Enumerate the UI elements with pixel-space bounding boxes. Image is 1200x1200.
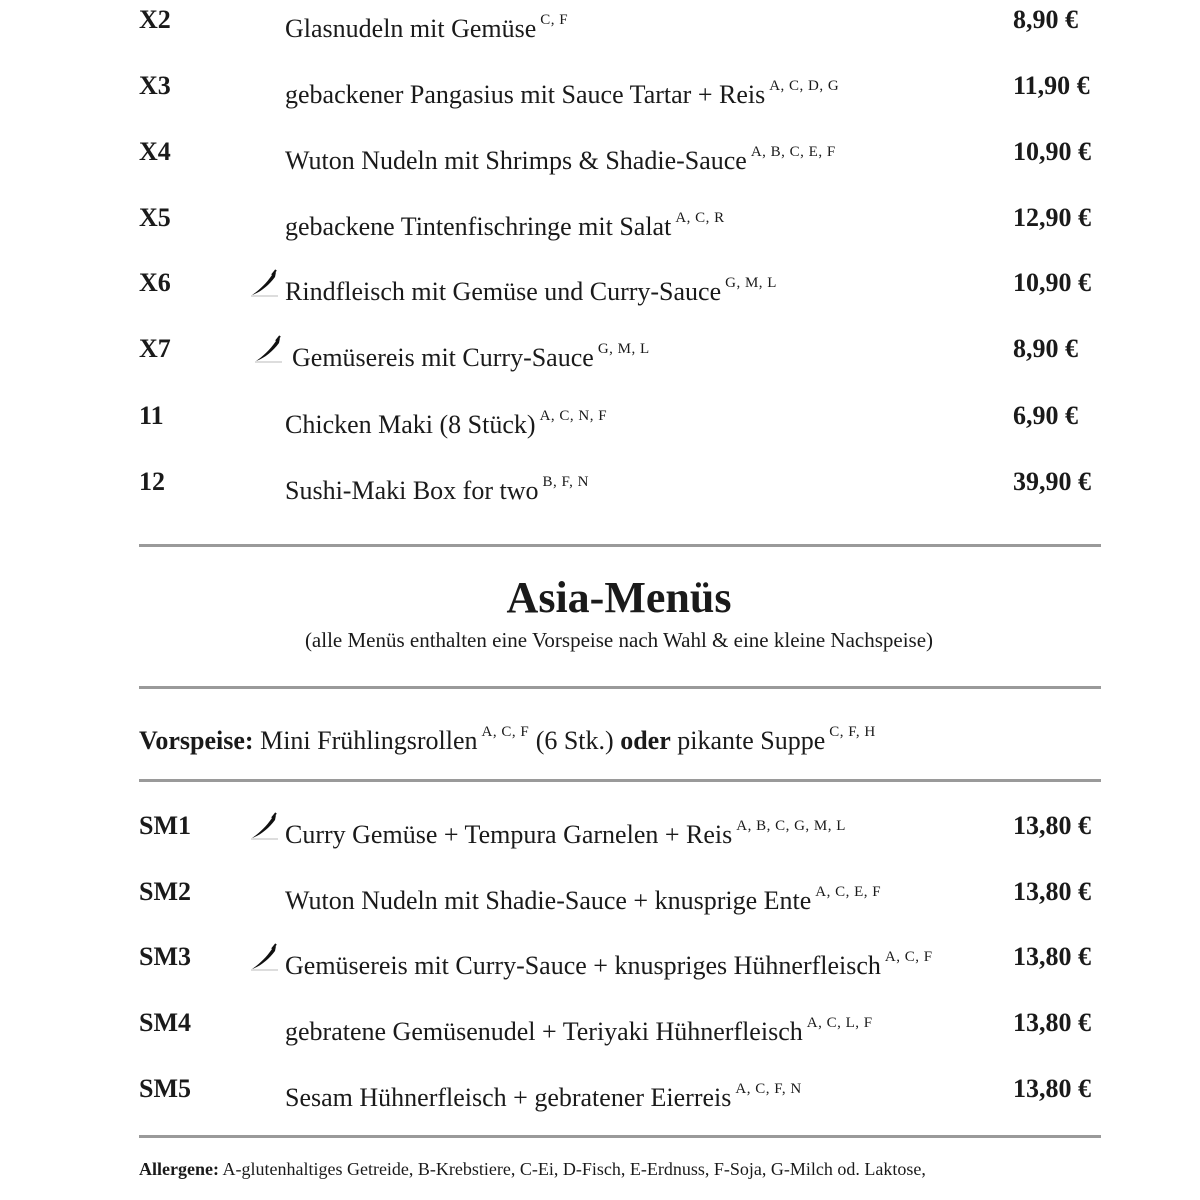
- menu-item: [0, 1069, 1200, 1112]
- allergen-legend-label: Allergene:: [139, 1159, 219, 1179]
- allergen-codes: A, C, L, F: [806, 1015, 873, 1031]
- item-price: 13,80 €: [1013, 811, 1091, 840]
- chili-pepper-icon: [249, 943, 279, 971]
- item-name: Sushi-Maki Box for two $^{B, F, N}$: [285, 474, 589, 505]
- allergen-legend-text: A-glutenhaltiges Getreide, B-Krebstiere, C-Ei, D-Fisch, E-Erdnuss, F-Soja, G-Milch od. Laktose,: [222, 1159, 926, 1179]
- item-name: gebackene Tintenfischringe mit Salat $^{A, C, R}$: [285, 210, 725, 241]
- section-title: Asia-Menüs: [506, 573, 732, 622]
- section-subtitle: (alle Menüs enthalten eine Vorspeise nach Wahl & eine kleine Nachspeise): [304, 628, 934, 652]
- item-code: X4: [139, 137, 171, 166]
- item-code: 12: [139, 467, 165, 496]
- item-name: Curry Gemüse + Tempura Garnelen + Reis $^{A, B, C, G, M, L}$: [285, 818, 846, 849]
- menu-item: [0, 0, 1200, 43]
- item-name: Sesam Hühnerfleisch + gebratener Eierreis $^{A, C, F, N}$: [285, 1081, 802, 1112]
- starter-option-1: Mini Frühlingsrollen: [260, 726, 478, 755]
- menu-item: [0, 806, 1200, 849]
- chili-pepper-icon: [249, 269, 279, 297]
- menu-item: [0, 329, 1200, 372]
- divider: [139, 1135, 1101, 1138]
- allergen-codes: A, B, C, E, F: [750, 144, 836, 160]
- item-code: X2: [139, 5, 171, 34]
- allergen-codes: A, C, F: [884, 949, 933, 965]
- item-name: Glasnudeln mit Gemüse $^{C, F}$: [285, 12, 569, 43]
- item-name: gebackener Pangasius mit Sauce Tartar + Reis $^{A, C, D, G}$: [285, 78, 840, 109]
- starter-connector: oder: [620, 726, 671, 755]
- menu-item: [0, 1003, 1200, 1046]
- item-code: 11: [139, 401, 164, 430]
- item-code: X5: [139, 203, 171, 232]
- menu-item: [0, 132, 1200, 175]
- item-code: X3: [139, 71, 171, 100]
- item-price: 8,90 €: [1013, 334, 1078, 363]
- item-name: Rindfleisch mit Gemüse und Curry-Sauce $^{G, M, L}$: [285, 275, 777, 306]
- starter-label: Vorspeise:: [139, 726, 254, 755]
- divider: [139, 544, 1101, 547]
- menu-item: [0, 462, 1200, 505]
- item-price: 13,80 €: [1013, 1074, 1091, 1103]
- allergen-codes: A, C, N, F: [539, 408, 608, 424]
- allergen-codes: C, F, H: [829, 724, 876, 740]
- menu-item: [0, 263, 1200, 306]
- item-price: 13,80 €: [1013, 1008, 1091, 1037]
- menu-item: [0, 872, 1200, 915]
- item-name: Gemüsereis mit Curry-Sauce + knuspriges Hühnerfleisch $^{A, C, F}$: [285, 949, 933, 980]
- item-price: 10,90 €: [1013, 268, 1091, 297]
- item-price: 11,90 €: [1013, 71, 1090, 100]
- menu-item: [0, 396, 1200, 439]
- allergen-codes: A, C, R: [675, 210, 725, 226]
- item-price: 39,90 €: [1013, 467, 1091, 496]
- item-price: 12,90 €: [1013, 203, 1091, 232]
- item-code: SM2: [139, 877, 191, 906]
- starter-line: [139, 712, 876, 761]
- item-code: X6: [139, 268, 171, 297]
- item-code: X7: [139, 334, 171, 363]
- allergen-codes: C, F: [540, 12, 569, 28]
- item-code: SM5: [139, 1074, 191, 1103]
- item-price: 13,80 €: [1013, 877, 1091, 906]
- item-code: SM1: [139, 811, 191, 840]
- menu-item: [0, 198, 1200, 241]
- starter-option-2: pikante Suppe: [677, 726, 826, 755]
- allergen-legend: [139, 1155, 1069, 1183]
- item-name: Wuton Nudeln mit Shadie-Sauce + knusprige Ente $^{A, C, E, F}$: [285, 884, 882, 915]
- allergen-codes: A, C, D, G: [769, 78, 840, 94]
- chili-pepper-icon: [253, 335, 283, 363]
- menu-item: [0, 66, 1200, 109]
- chili-pepper-icon: [249, 812, 279, 840]
- divider: [139, 779, 1101, 782]
- divider: [139, 686, 1101, 689]
- item-name: Gemüsereis mit Curry-Sauce $^{G, M, L}$: [292, 341, 650, 372]
- item-name: Wuton Nudeln mit Shrimps & Shadie-Sauce $^{A, B, C, E, F}$: [285, 144, 836, 175]
- allergen-codes: G, M, L: [725, 275, 777, 291]
- item-price: 8,90 €: [1013, 5, 1078, 34]
- item-name: gebratene Gemüsenudel + Teriyaki Hühnerfleisch $^{A, C, L, F}$: [285, 1015, 873, 1046]
- item-name: Chicken Maki (8 Stück) $^{A, C, N, F}$: [285, 408, 608, 439]
- item-price: 13,80 €: [1013, 942, 1091, 971]
- item-price: 10,90 €: [1013, 137, 1091, 166]
- allergen-codes: B, F, N: [542, 474, 589, 490]
- allergen-codes: G, M, L: [597, 341, 650, 357]
- allergen-codes: A, B, C, G, M, L: [736, 818, 846, 834]
- allergen-codes: A, C, E, F: [815, 884, 882, 900]
- allergen-codes: A, C, F, N: [735, 1081, 802, 1097]
- menu-item: [0, 937, 1200, 980]
- item-code: SM4: [139, 1008, 191, 1037]
- item-code: SM3: [139, 942, 191, 971]
- item-price: 6,90 €: [1013, 401, 1078, 430]
- allergen-codes: A, C, F: [481, 724, 530, 740]
- starter-option-1-qty: (6 Stk.): [535, 726, 614, 755]
